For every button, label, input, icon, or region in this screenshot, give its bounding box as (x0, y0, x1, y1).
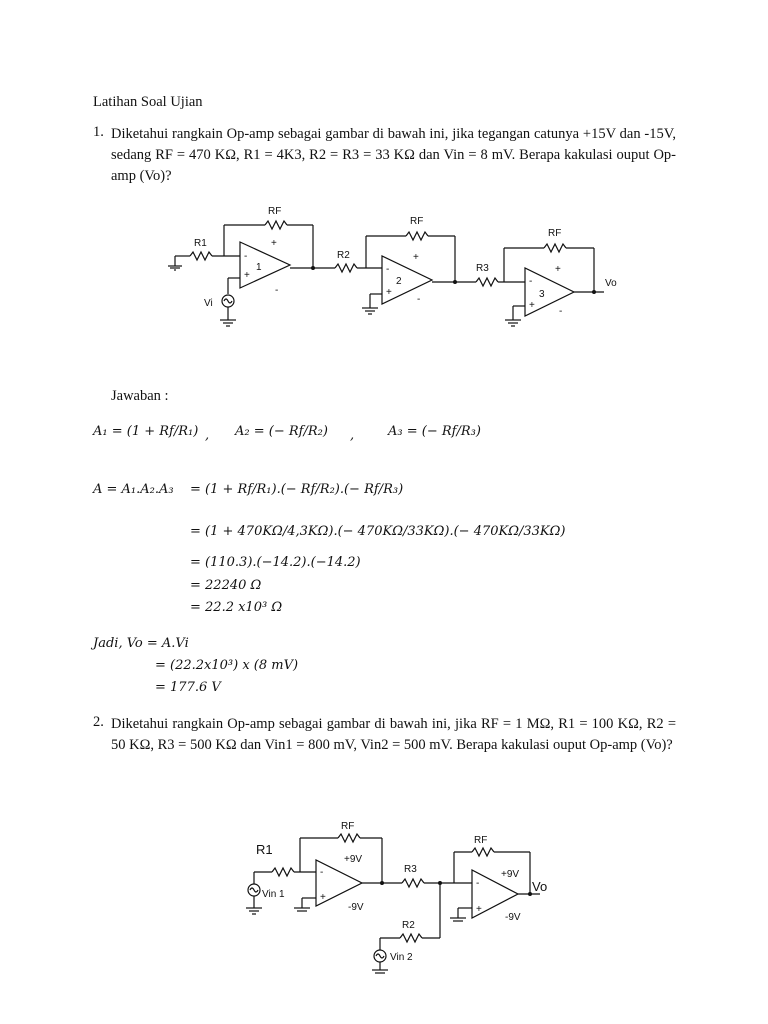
r1-label: R1 (256, 842, 273, 857)
step-5: = 22.2 x10³ Ω (190, 600, 283, 615)
question-1-number: 1. (93, 124, 104, 140)
opamp1-supply-plus: + (271, 238, 277, 249)
q2-rf1-label: RF (341, 821, 355, 832)
conclusion-line-1: Jadi, Vo = A.Vi (93, 636, 189, 651)
opamp3-plus: + (529, 300, 535, 311)
opamp1-minus: - (244, 251, 248, 262)
answer-label: Jawaban : (111, 388, 169, 404)
r1-label: R1 (194, 238, 207, 249)
q2-opamp2-minus: - (476, 878, 480, 889)
step-3: = (110.3).(−14.2).(−14.2) (190, 555, 361, 570)
circuit-diagram-1 (160, 198, 640, 338)
q2-vo-label: Vo (532, 879, 548, 894)
opamp2-plus: + (386, 287, 392, 298)
formula-sep-2: , (350, 428, 355, 443)
conclusion-line-2: = (22.2x10³) x (8 mV) (155, 658, 299, 673)
r2-label: R2 (337, 250, 350, 261)
opamp1-plus: + (244, 270, 250, 281)
circuit-diagram-2 (240, 820, 550, 980)
step-1-lhs: A = A₁.A₂.A₃ (93, 482, 174, 497)
vo-label: Vo (605, 278, 617, 289)
opamp3-supply-plus: + (555, 264, 561, 275)
question-2-text: Diketahui rangkain Op-amp sebagai gambar di bawah ini, jika RF = 1 MΩ, R1 = 100 KΩ, R2 = 50 KΩ, R3 = 500 KΩ dan Vin1 = 800 mV, Vin2 = 500 mV. Berapa kakulasi ouput Op-amp (Vo)? (111, 716, 676, 753)
opamp2-supply-neg: -9V (505, 912, 521, 923)
r3-label: R3 (476, 263, 489, 274)
q2-opamp2-plus: + (476, 904, 482, 915)
vin2-label: Vin 2 (390, 952, 413, 963)
opamp3-number: 3 (539, 289, 545, 300)
opamp2-minus: - (386, 264, 390, 275)
opamp3-minus: - (529, 276, 533, 287)
q2-opamp1-minus: - (320, 867, 324, 878)
formula-a2: A₂ = (− Rf/R₂) (235, 424, 328, 439)
opamp2-supply-plus: + (413, 252, 419, 263)
q2-opamp1-plus: + (320, 892, 326, 903)
opamp3-supply-minus: - (559, 306, 563, 317)
rf3-label: RF (548, 228, 562, 239)
q2-rf2-label: RF (474, 835, 488, 846)
opamp2-number: 2 (396, 276, 402, 287)
opamp2-supply-pos: +9V (501, 869, 520, 880)
formula-a3: A₃ = (− Rf/R₃) (388, 424, 481, 439)
q2-r3-label: R3 (404, 864, 417, 875)
opamp1-supply-pos: +9V (344, 854, 363, 865)
page-title: Latihan Soal Ujian (93, 94, 203, 110)
step-1-rhs: = (1 + Rf/R₁).(− Rf/R₂).(− Rf/R₃) (190, 482, 404, 497)
conclusion-line-3: = 177.6 V (155, 680, 221, 695)
opamp1-supply-minus: - (275, 285, 279, 296)
step-2: = (1 + 470KΩ/4,3KΩ).(− 470KΩ/33KΩ).(− 470KΩ/33KΩ) (190, 524, 566, 539)
formula-sep-1: , (205, 428, 210, 443)
question-2-number: 2. (93, 714, 104, 730)
opamp1-number: 1 (256, 262, 262, 273)
step-4: = 22240 Ω (190, 578, 262, 593)
rf2-label: RF (410, 216, 424, 227)
opamp1-supply-neg: -9V (348, 902, 364, 913)
vi-label: Vi (204, 298, 213, 309)
q2-r2-label: R2 (402, 920, 415, 931)
vin1-label: Vin 1 (262, 889, 285, 900)
formula-a1: A₁ = (1 + Rf/R₁) (93, 424, 199, 439)
question-1-text: Diketahui rangkain Op-amp sebagai gambar di bawah ini, jika tegangan catunya +15V dan -15V, sedang RF = 470 KΩ, R1 = 4K3, R2 = R3 = 33 KΩ dan Vin = 8 mV. Berapa kakulasi ouput Op-amp (Vo)? (111, 126, 676, 184)
rf1-label: RF (268, 206, 282, 217)
opamp2-supply-minus: - (417, 294, 421, 305)
